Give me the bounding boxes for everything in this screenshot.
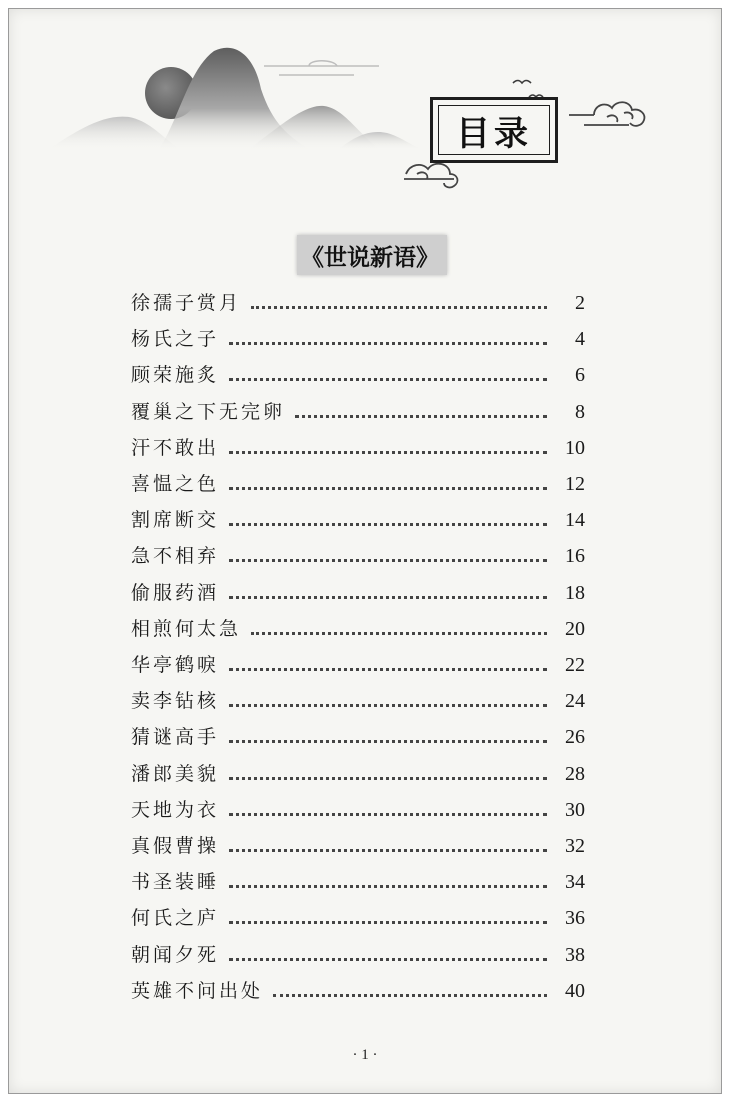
toc-entry[interactable] (131, 285, 585, 315)
toc-entry-page: 32 (565, 835, 585, 857)
dot-leader (251, 632, 547, 635)
cloud-icon (569, 102, 644, 126)
dot-leader (229, 378, 547, 381)
toc-entry[interactable] (131, 357, 585, 387)
dot-leader (229, 885, 547, 888)
toc-entry-page: 6 (575, 364, 585, 387)
section-title: 《世说新语》 (297, 235, 447, 275)
toc-entry-title: 书圣装睡 (131, 871, 220, 894)
toc-entry-page: 34 (565, 871, 585, 894)
dot-leader (229, 523, 547, 526)
toc-entry-title: 偷服药酒 (131, 581, 220, 604)
toc-entry-title: 汗不敢出 (131, 436, 220, 459)
toc-entry[interactable] (131, 756, 585, 786)
toc-entry-title: 喜愠之色 (131, 473, 220, 495)
toc-entry[interactable] (131, 502, 585, 532)
dot-leader (229, 813, 547, 816)
toc-entry-page: 24 (565, 690, 585, 713)
toc-entry-title: 何氏之庐 (131, 907, 220, 930)
dot-leader (229, 704, 547, 707)
dot-leader (229, 342, 547, 345)
mountain-cloud-illustration (9, 9, 721, 209)
toc-entry-page: 26 (565, 726, 585, 749)
book-page (8, 8, 722, 1094)
dot-leader (229, 451, 547, 454)
toc-entry-page: 36 (565, 907, 585, 930)
toc-entry-title: 卖李钻核 (131, 690, 220, 713)
toc-entry[interactable] (131, 792, 585, 822)
dot-leader (229, 559, 547, 562)
toc-entry-page: 40 (565, 979, 585, 1002)
toc-title-frame (430, 97, 558, 163)
toc-entry-page: 28 (565, 762, 585, 785)
dot-leader (273, 994, 547, 997)
dot-leader (229, 596, 547, 599)
toc-entry-page: 8 (575, 400, 585, 423)
dot-leader (295, 415, 547, 418)
toc-entry-title: 朝闻夕死 (131, 943, 220, 966)
toc-entry-title: 急不相弃 (131, 545, 220, 568)
toc-entry-title: 真假曹操 (131, 835, 220, 857)
toc-entry[interactable] (131, 430, 585, 460)
dot-leader (251, 306, 547, 309)
toc-entry[interactable] (131, 973, 585, 1003)
toc-entry-title: 顾荣施炙 (131, 364, 220, 387)
toc-entry-title: 覆巢之下无完卵 (131, 400, 286, 423)
toc-entry[interactable] (131, 394, 585, 424)
toc-entry-title: 徐孺子赏月 (131, 292, 242, 314)
toc-entry-title: 天地为衣 (131, 798, 220, 821)
toc-entry-page: 22 (565, 654, 585, 676)
toc-entry-page: 38 (565, 943, 585, 966)
toc-entry[interactable] (131, 864, 585, 894)
page-number: · 1 · (352, 1047, 378, 1063)
dot-leader (229, 668, 547, 671)
toc-entry-page: 16 (565, 545, 585, 568)
toc-entry-title: 相煎何太急 (131, 617, 242, 640)
toc-entry-title: 英雄不问出处 (131, 979, 264, 1002)
toc-entry[interactable] (131, 611, 585, 641)
toc-entry[interactable] (131, 683, 585, 713)
dot-leader (229, 777, 547, 780)
toc-entry-page: 10 (565, 436, 585, 459)
toc-entry-title: 割席断交 (131, 509, 220, 532)
toc-entry-page: 12 (565, 473, 585, 495)
toc-entry-title: 猜谜高手 (131, 726, 220, 749)
page-title: 目录 (456, 113, 532, 154)
dot-leader (229, 849, 547, 852)
toc-entry[interactable] (131, 575, 585, 605)
toc-entry-page: 2 (575, 292, 585, 314)
toc-entry[interactable] (131, 828, 585, 858)
toc-entry[interactable] (131, 466, 585, 496)
toc-entry[interactable] (131, 647, 585, 677)
birds-icon (513, 81, 543, 98)
dot-leader (229, 487, 547, 490)
toc-entry[interactable] (131, 937, 585, 967)
toc-entry-title: 潘郎美貌 (131, 762, 220, 785)
dot-leader (229, 921, 547, 924)
toc-entry-title: 杨氏之子 (131, 328, 220, 351)
cloud-icon (404, 164, 457, 188)
dot-leader (229, 740, 547, 743)
toc-entry-page: 30 (565, 798, 585, 821)
toc-entry-title: 华亭鹤唳 (131, 654, 220, 676)
toc-entry-page: 14 (565, 509, 585, 532)
toc-entry[interactable] (131, 900, 585, 930)
dot-leader (229, 958, 547, 961)
toc-entry-page: 20 (565, 617, 585, 640)
toc-entry[interactable] (131, 321, 585, 351)
toc-entry[interactable] (131, 538, 585, 568)
toc-entry[interactable] (131, 719, 585, 749)
toc-entry-page: 4 (575, 328, 585, 351)
toc-entry-page: 18 (565, 581, 585, 604)
